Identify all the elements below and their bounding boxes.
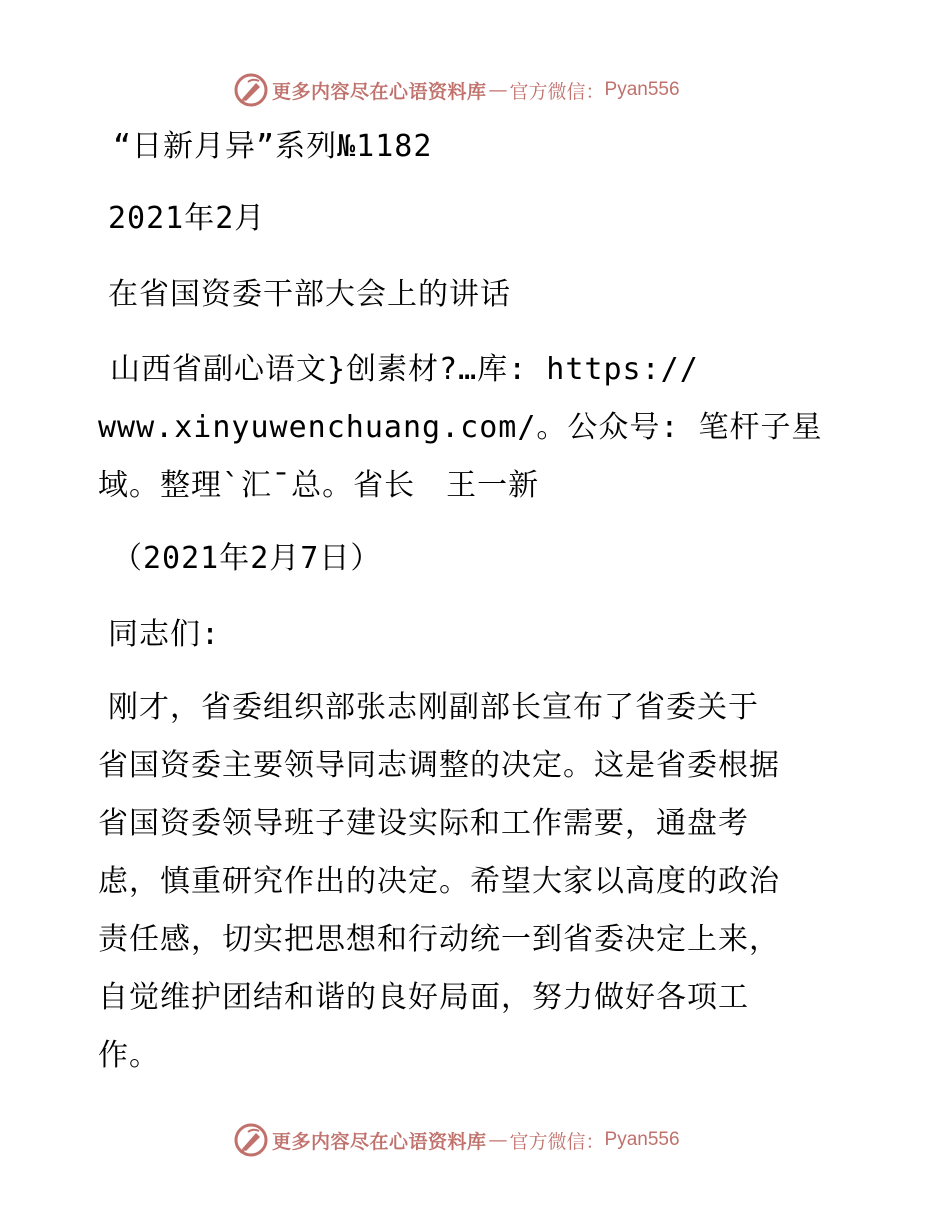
body-line: 省国资委领导班子建设实际和工作需要，通盘考	[98, 806, 749, 841]
body-line: 作。	[98, 1038, 160, 1073]
source-line: 山西省副心语文}创素材?…库: https://	[110, 352, 699, 387]
body-line: 省国资委主要领导同志调整的决定。这是省委根据	[98, 748, 780, 783]
body-line: 责任感，切实把思想和行动统一到省委决定上来，	[98, 922, 780, 957]
speech-date: （2021年2月7日）	[112, 541, 382, 576]
document-date: 2021年2月	[108, 201, 266, 236]
body-line: 刚才，省委组织部张志刚副部长宣布了省委关于	[108, 690, 759, 725]
body-paragraph	[98, 679, 858, 1085]
pen-logo-icon	[234, 73, 268, 107]
document-title: 在省国资委干部大会上的讲话	[108, 277, 511, 312]
source-line: 域。整理`汇¯总。省长 王一新	[98, 468, 540, 503]
watermark-brand-text: 更多内容尽在心语资料库	[272, 1130, 487, 1153]
source-line: www.xinyuwenchuang.com/。公众号: 笔杆子星	[98, 410, 823, 445]
series-label: “日新月异”系列№1182	[113, 129, 433, 164]
pen-logo-icon	[234, 1123, 268, 1157]
body-line: 虑，慎重研究作出的决定。希望大家以高度的政治	[98, 864, 780, 899]
watermark-wechat-label: 官方微信：	[509, 80, 605, 103]
watermark-wechat-label: 官方微信：	[509, 1130, 605, 1153]
header-watermark	[234, 72, 680, 108]
watermark-separator: —	[488, 79, 508, 101]
watermark-wechat-id: Pyan556	[604, 1129, 680, 1150]
watermark-brand-text: 更多内容尽在心语资料库	[272, 80, 487, 103]
body-line: 自觉维护团结和谐的良好局面，努力做好各项工	[98, 980, 749, 1015]
source-info	[98, 341, 858, 515]
watermark-separator: —	[488, 1129, 508, 1151]
footer-watermark	[234, 1122, 680, 1158]
watermark-wechat-id: Pyan556	[604, 79, 680, 100]
salutation: 同志们:	[108, 617, 221, 652]
